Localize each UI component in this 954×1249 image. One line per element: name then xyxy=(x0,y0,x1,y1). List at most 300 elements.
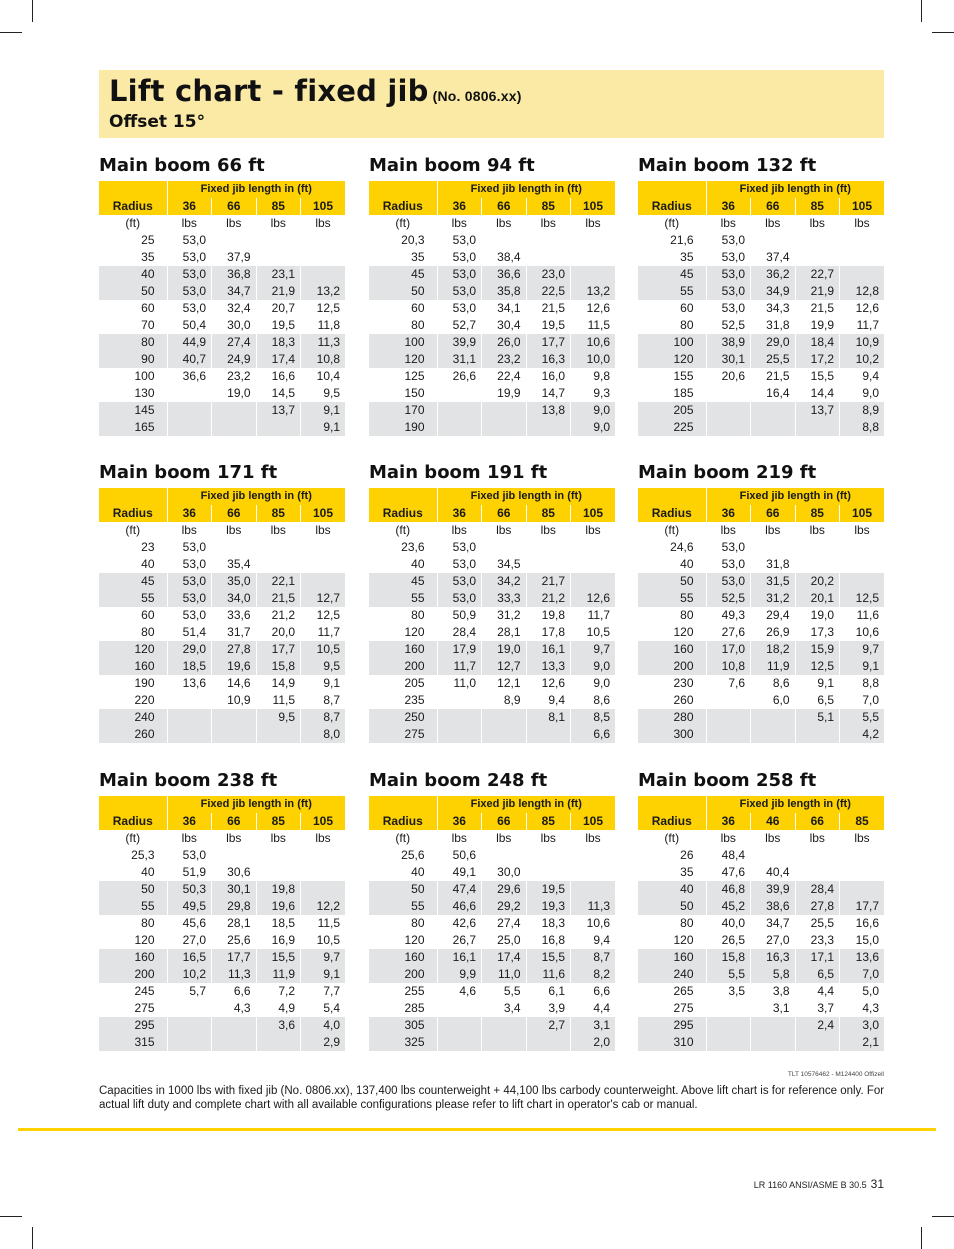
capacity-cell xyxy=(167,402,212,419)
radius-cell: 200 xyxy=(99,966,167,983)
capacity-cell xyxy=(706,385,751,402)
capacity-cell xyxy=(795,847,840,864)
capacity-cell: 9,5 xyxy=(256,709,301,726)
capacity-cell xyxy=(212,1034,257,1051)
jib-length-cell: 85 xyxy=(795,198,840,215)
capacity-cell: 3,5 xyxy=(706,983,751,1000)
table-row xyxy=(638,573,884,590)
radius-cell: 225 xyxy=(638,419,706,436)
table-row xyxy=(369,556,615,573)
capacity-cell: 20,0 xyxy=(256,624,301,641)
capacity-cell: 15,5 xyxy=(526,949,571,966)
lift-table-block xyxy=(638,770,884,1051)
radius-header: Radius xyxy=(369,505,437,522)
table-row xyxy=(369,641,615,658)
table-row xyxy=(638,949,884,966)
radius-cell: 35 xyxy=(369,249,437,266)
load-unit: lbs xyxy=(301,830,346,847)
capacity-cell: 53,0 xyxy=(706,283,751,300)
capacity-cell xyxy=(212,232,257,249)
capacity-cell: 20,1 xyxy=(795,590,840,607)
table-header-row xyxy=(99,198,345,215)
capacity-cell: 8,0 xyxy=(301,726,346,743)
capacity-cell: 15,0 xyxy=(840,932,885,949)
capacity-cell: 30,1 xyxy=(212,881,257,898)
capacity-cell: 11,0 xyxy=(437,675,482,692)
capacity-cell: 18,3 xyxy=(256,334,301,351)
radius-header: Radius xyxy=(99,198,167,215)
radius-cell: 310 xyxy=(638,1034,706,1051)
table-row xyxy=(369,317,615,334)
capacity-cell: 16,1 xyxy=(437,949,482,966)
capacity-cell: 27,4 xyxy=(482,915,527,932)
capacity-cell: 8,5 xyxy=(571,709,616,726)
capacity-cell xyxy=(840,847,885,864)
capacity-cell: 53,0 xyxy=(706,249,751,266)
table-row xyxy=(99,847,345,864)
radius-cell: 200 xyxy=(638,658,706,675)
table-row xyxy=(99,573,345,590)
capacity-cell xyxy=(751,232,796,249)
radius-cell: 305 xyxy=(369,1017,437,1034)
radius-cell: 80 xyxy=(369,915,437,932)
capacity-cell xyxy=(437,726,482,743)
page-number: 31 xyxy=(870,1177,884,1191)
capacity-cell: 9,1 xyxy=(840,658,885,675)
capacity-cell: 9,1 xyxy=(301,419,346,436)
capacity-cell: 18,4 xyxy=(795,334,840,351)
capacity-cell: 15,9 xyxy=(795,641,840,658)
capacity-cell: 29,0 xyxy=(751,334,796,351)
capacity-cell: 27,8 xyxy=(212,641,257,658)
table-row xyxy=(99,675,345,692)
capacity-cell xyxy=(571,232,616,249)
capacity-cell: 31,8 xyxy=(751,556,796,573)
capacity-cell xyxy=(706,726,751,743)
units-row xyxy=(369,215,615,232)
radius-cell: 60 xyxy=(99,300,167,317)
radius-cell: 24,6 xyxy=(638,539,706,556)
table-header-row xyxy=(99,488,345,505)
table-row xyxy=(99,385,345,402)
capacity-cell: 11,6 xyxy=(526,966,571,983)
table-row xyxy=(99,898,345,915)
capacity-cell xyxy=(706,1017,751,1034)
capacity-cell: 4,9 xyxy=(256,1000,301,1017)
capacity-cell: 53,0 xyxy=(706,539,751,556)
radius-cell: 21,6 xyxy=(638,232,706,249)
load-unit: lbs xyxy=(437,215,482,232)
table-row xyxy=(99,726,345,743)
capacity-cell: 6,5 xyxy=(795,966,840,983)
radius-cell: 23 xyxy=(99,539,167,556)
radius-cell: 60 xyxy=(369,300,437,317)
capacity-cell: 39,9 xyxy=(437,334,482,351)
radius-unit: (ft) xyxy=(638,522,706,539)
table-header-row xyxy=(369,813,615,830)
capacity-cell: 53,0 xyxy=(437,232,482,249)
capacity-cell: 50,3 xyxy=(167,881,212,898)
header-spacer xyxy=(99,181,167,198)
table-header-row xyxy=(369,488,615,505)
capacity-cell xyxy=(301,266,346,283)
capacity-cell xyxy=(840,249,885,266)
jib-length-cell: 66 xyxy=(482,813,527,830)
capacity-cell: 9,7 xyxy=(301,949,346,966)
lift-table xyxy=(638,181,884,436)
capacity-cell: 31,7 xyxy=(212,624,257,641)
lift-table xyxy=(638,796,884,1051)
capacity-cell: 13,2 xyxy=(571,283,616,300)
capacity-cell: 8,6 xyxy=(751,675,796,692)
table-row xyxy=(99,1017,345,1034)
capacity-cell: 10,2 xyxy=(840,351,885,368)
capacity-cell: 9,7 xyxy=(571,641,616,658)
radius-cell: 205 xyxy=(369,675,437,692)
radius-cell: 25,3 xyxy=(99,847,167,864)
capacity-cell: 12,6 xyxy=(571,590,616,607)
capacity-cell: 32,4 xyxy=(212,300,257,317)
capacity-cell: 9,1 xyxy=(301,675,346,692)
table-row xyxy=(369,949,615,966)
capacity-cell: 42,6 xyxy=(437,915,482,932)
capacity-cell: 23,1 xyxy=(256,266,301,283)
table-header-row xyxy=(369,198,615,215)
capacity-cell: 11,9 xyxy=(751,658,796,675)
table-row xyxy=(99,692,345,709)
capacity-cell: 17,2 xyxy=(795,351,840,368)
jib-length-cell: 66 xyxy=(482,198,527,215)
table-row xyxy=(99,249,345,266)
capacity-cell: 9,0 xyxy=(571,419,616,436)
capacity-cell xyxy=(167,709,212,726)
capacity-cell: 15,5 xyxy=(256,949,301,966)
table-row xyxy=(99,283,345,300)
radius-unit: (ft) xyxy=(369,215,437,232)
jib-length-cell: 36 xyxy=(437,198,482,215)
capacity-cell: 38,9 xyxy=(706,334,751,351)
radius-cell: 55 xyxy=(369,590,437,607)
radius-cell: 250 xyxy=(369,709,437,726)
capacity-cell xyxy=(212,847,257,864)
load-unit: lbs xyxy=(706,215,751,232)
table-header-row xyxy=(638,796,884,813)
radius-cell: 120 xyxy=(369,351,437,368)
radius-cell: 240 xyxy=(99,709,167,726)
radius-cell: 80 xyxy=(638,317,706,334)
capacity-cell: 10,9 xyxy=(840,334,885,351)
capacity-cell: 9,4 xyxy=(526,692,571,709)
capacity-cell: 53,0 xyxy=(437,539,482,556)
yellow-divider xyxy=(18,1128,936,1131)
table-row xyxy=(638,232,884,249)
radius-cell: 165 xyxy=(99,419,167,436)
capacity-cell: 14,6 xyxy=(212,675,257,692)
radius-cell: 235 xyxy=(369,692,437,709)
jib-length-cell: 66 xyxy=(751,198,796,215)
capacity-cell xyxy=(437,692,482,709)
table-row xyxy=(638,419,884,436)
capacity-cell: 36,6 xyxy=(167,368,212,385)
jib-length-cell: 36 xyxy=(706,505,751,522)
table-row xyxy=(638,1034,884,1051)
table-row xyxy=(99,556,345,573)
radius-cell: 80 xyxy=(369,317,437,334)
capacity-cell: 40,7 xyxy=(167,351,212,368)
capacity-cell xyxy=(571,864,616,881)
table-row xyxy=(99,949,345,966)
header-spacer xyxy=(638,181,706,198)
capacity-cell: 25,5 xyxy=(795,915,840,932)
radius-cell: 80 xyxy=(369,607,437,624)
capacity-cell: 34,1 xyxy=(482,300,527,317)
capacity-cell xyxy=(706,709,751,726)
capacity-cell: 7,7 xyxy=(301,983,346,1000)
capacity-cell xyxy=(482,419,527,436)
capacity-cell: 53,0 xyxy=(167,232,212,249)
load-unit: lbs xyxy=(482,830,527,847)
capacity-cell xyxy=(482,539,527,556)
radius-header: Radius xyxy=(369,813,437,830)
radius-cell: 170 xyxy=(369,402,437,419)
capacity-cell: 52,7 xyxy=(437,317,482,334)
capacity-cell: 5,1 xyxy=(795,709,840,726)
radius-cell: 160 xyxy=(638,949,706,966)
table-row xyxy=(369,692,615,709)
capacity-cell: 10,8 xyxy=(706,658,751,675)
jib-length-cell: 85 xyxy=(256,198,301,215)
capacity-cell: 10,5 xyxy=(571,624,616,641)
capacity-cell: 31,1 xyxy=(437,351,482,368)
table-row xyxy=(369,932,615,949)
capacity-cell: 10,5 xyxy=(301,641,346,658)
capacity-cell: 8,8 xyxy=(840,675,885,692)
capacity-cell: 53,0 xyxy=(706,300,751,317)
capacity-cell: 13,3 xyxy=(526,658,571,675)
capacity-footnote: Capacities in 1000 lbs with fixed jib (No. 0806.xx), 137,400 lbs counterweight + 44,100 lbs carbody counterweight. Above lift chart is for reference only. For actual lift duty and complete chart with all available configurations please refer to lift chart in operator's cab or manual. xyxy=(99,1085,885,1111)
capacity-cell: 21,9 xyxy=(795,283,840,300)
radius-cell: 60 xyxy=(638,300,706,317)
capacity-cell: 6,6 xyxy=(571,726,616,743)
capacity-cell: 50,6 xyxy=(437,847,482,864)
capacity-cell: 3,7 xyxy=(795,1000,840,1017)
header-spacer xyxy=(369,488,437,505)
capacity-cell: 29,8 xyxy=(212,898,257,915)
capacity-cell: 53,0 xyxy=(706,573,751,590)
load-unit: lbs xyxy=(751,830,796,847)
capacity-cell: 53,0 xyxy=(167,590,212,607)
load-unit: lbs xyxy=(482,215,527,232)
capacity-cell: 31,2 xyxy=(482,607,527,624)
radius-cell: 50 xyxy=(99,283,167,300)
table-row xyxy=(369,624,615,641)
radius-cell: 80 xyxy=(99,915,167,932)
capacity-cell: 4,0 xyxy=(301,1017,346,1034)
capacity-cell: 13,6 xyxy=(840,949,885,966)
capacity-cell: 13,2 xyxy=(301,283,346,300)
capacity-cell: 17,4 xyxy=(256,351,301,368)
table-row xyxy=(99,709,345,726)
load-unit: lbs xyxy=(167,830,212,847)
radius-unit: (ft) xyxy=(369,522,437,539)
capacity-cell: 12,7 xyxy=(482,658,527,675)
capacity-cell: 40,4 xyxy=(751,864,796,881)
capacity-cell: 13,7 xyxy=(795,402,840,419)
capacity-cell: 5,5 xyxy=(840,709,885,726)
capacity-cell: 14,5 xyxy=(256,385,301,402)
jib-length-cell: 36 xyxy=(437,813,482,830)
table-row xyxy=(638,898,884,915)
capacity-cell: 53,0 xyxy=(167,573,212,590)
capacity-cell: 29,0 xyxy=(167,641,212,658)
capacity-cell: 19,5 xyxy=(526,881,571,898)
table-row xyxy=(99,334,345,351)
capacity-cell: 17,7 xyxy=(526,334,571,351)
capacity-cell: 5,5 xyxy=(482,983,527,1000)
radius-cell: 50 xyxy=(638,898,706,915)
capacity-cell: 30,4 xyxy=(482,317,527,334)
table-row xyxy=(369,847,615,864)
radius-cell: 120 xyxy=(638,351,706,368)
capacity-cell: 29,4 xyxy=(751,607,796,624)
capacity-cell: 49,3 xyxy=(706,607,751,624)
jib-length-cell: 85 xyxy=(256,505,301,522)
radius-header: Radius xyxy=(638,813,706,830)
capacity-cell: 7,0 xyxy=(840,692,885,709)
capacity-cell xyxy=(301,232,346,249)
table-row xyxy=(369,1000,615,1017)
load-unit: lbs xyxy=(256,522,301,539)
capacity-cell xyxy=(256,726,301,743)
lift-table xyxy=(638,488,884,743)
capacity-cell xyxy=(301,573,346,590)
capacity-cell: 12,5 xyxy=(840,590,885,607)
capacity-cell xyxy=(571,539,616,556)
table-row xyxy=(369,539,615,556)
radius-cell: 45 xyxy=(369,266,437,283)
radius-cell: 40 xyxy=(638,556,706,573)
crop-mark xyxy=(921,1227,922,1249)
capacity-cell: 38,6 xyxy=(751,898,796,915)
capacity-cell: 9,1 xyxy=(301,966,346,983)
capacity-cell: 11,6 xyxy=(840,607,885,624)
capacity-cell: 16,3 xyxy=(751,949,796,966)
capacity-cell: 10,6 xyxy=(571,915,616,932)
table-title: Main boom 132 ft xyxy=(638,155,817,176)
table-row xyxy=(638,300,884,317)
table-row xyxy=(369,983,615,1000)
capacity-cell: 5,0 xyxy=(840,983,885,1000)
table-title: Main boom 94 ft xyxy=(369,155,535,176)
table-row xyxy=(369,864,615,881)
capacity-cell xyxy=(706,1034,751,1051)
capacity-cell: 4,4 xyxy=(795,983,840,1000)
capacity-cell: 34,5 xyxy=(482,556,527,573)
radius-cell: 40 xyxy=(369,864,437,881)
crop-mark xyxy=(921,0,922,22)
jib-length-cell: 66 xyxy=(751,505,796,522)
capacity-cell: 2,4 xyxy=(795,1017,840,1034)
lift-table xyxy=(369,181,615,436)
radius-cell: 150 xyxy=(369,385,437,402)
capacity-cell xyxy=(571,556,616,573)
radius-cell: 190 xyxy=(99,675,167,692)
crop-mark xyxy=(32,1227,33,1249)
capacity-cell: 12,5 xyxy=(301,300,346,317)
table-row xyxy=(638,881,884,898)
radius-cell: 120 xyxy=(369,932,437,949)
capacity-cell xyxy=(482,709,527,726)
radius-cell: 45 xyxy=(638,266,706,283)
capacity-cell: 17,7 xyxy=(256,641,301,658)
radius-cell: 45 xyxy=(99,573,167,590)
capacity-cell: 12,6 xyxy=(571,300,616,317)
radius-cell: 275 xyxy=(369,726,437,743)
table-row xyxy=(638,966,884,983)
capacity-cell: 34,7 xyxy=(751,915,796,932)
table-row xyxy=(638,1000,884,1017)
capacity-cell: 36,8 xyxy=(212,266,257,283)
radius-cell: 160 xyxy=(99,949,167,966)
table-row xyxy=(369,1034,615,1051)
capacity-cell xyxy=(301,847,346,864)
table-row xyxy=(369,966,615,983)
radius-cell: 230 xyxy=(638,675,706,692)
capacity-cell: 11,8 xyxy=(301,317,346,334)
table-row xyxy=(99,966,345,983)
table-row xyxy=(638,317,884,334)
capacity-cell: 37,4 xyxy=(751,249,796,266)
capacity-cell xyxy=(212,726,257,743)
capacity-cell: 53,0 xyxy=(437,283,482,300)
jib-length-cell: 105 xyxy=(840,198,885,215)
capacity-cell: 53,0 xyxy=(167,847,212,864)
capacity-cell: 10,6 xyxy=(571,334,616,351)
units-row xyxy=(638,215,884,232)
capacity-cell xyxy=(571,847,616,864)
capacity-cell: 27,8 xyxy=(795,898,840,915)
capacity-cell: 11,3 xyxy=(212,966,257,983)
capacity-cell: 10,9 xyxy=(212,692,257,709)
table-header-row xyxy=(638,488,884,505)
table-row xyxy=(638,709,884,726)
radius-cell: 190 xyxy=(369,419,437,436)
capacity-cell: 53,0 xyxy=(167,607,212,624)
capacity-cell: 4,4 xyxy=(571,1000,616,1017)
capacity-cell xyxy=(571,573,616,590)
table-row xyxy=(638,726,884,743)
jib-length-cell: 66 xyxy=(795,813,840,830)
load-unit: lbs xyxy=(840,215,885,232)
capacity-cell xyxy=(751,709,796,726)
radius-header: Radius xyxy=(638,505,706,522)
capacity-cell: 30,6 xyxy=(212,864,257,881)
capacity-cell: 19,6 xyxy=(256,898,301,915)
table-row xyxy=(369,898,615,915)
capacity-cell: 5,8 xyxy=(751,966,796,983)
capacity-cell: 14,9 xyxy=(256,675,301,692)
capacity-cell xyxy=(212,419,257,436)
standard-label: LR 1160 ANSI/ASME B 30.5 xyxy=(753,1180,867,1190)
capacity-cell: 16,4 xyxy=(751,385,796,402)
radius-cell: 280 xyxy=(638,709,706,726)
capacity-cell xyxy=(795,249,840,266)
capacity-cell xyxy=(212,402,257,419)
radius-unit: (ft) xyxy=(99,830,167,847)
radius-cell: 40 xyxy=(99,266,167,283)
load-unit: lbs xyxy=(706,522,751,539)
capacity-cell: 10,6 xyxy=(840,624,885,641)
